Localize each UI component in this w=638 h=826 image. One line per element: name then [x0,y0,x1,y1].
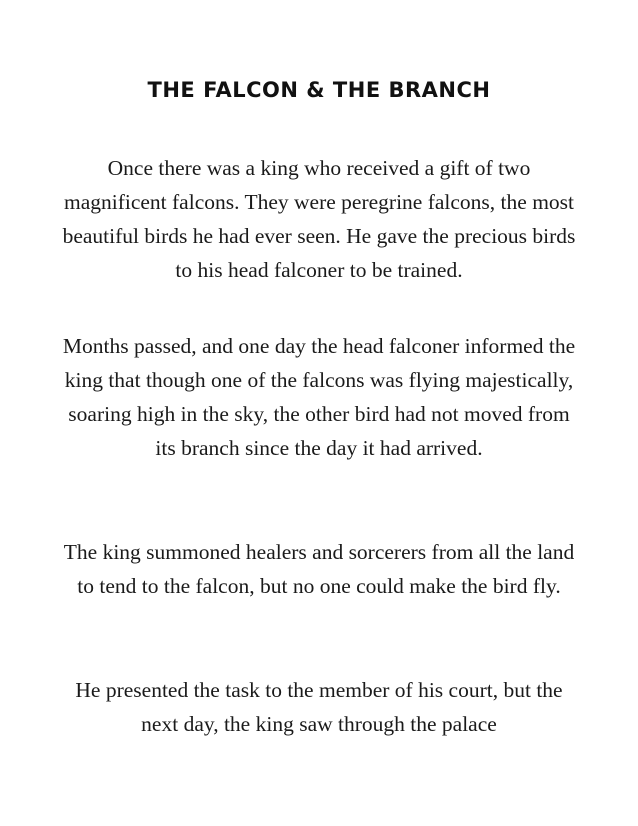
page-title: THE FALCON & THE BRANCH [147,78,491,102]
paragraph-4: He presented the task to the member of his court, but the next day, the king saw through the palace [75,678,563,736]
paragraph-1: Once there was a king who received a gift of two magnificent falcons. They were peregrine falcons, the most beautiful birds he had ever seen. He gave the precious birds to his head falconer to be trained. [62,156,576,282]
paragraph-3: The king summoned healers and sorcerers from all the land to tend to the falcon, but no one could make the bird fly. [63,540,575,598]
paragraph-2: Months passed, and one day the head falconer informed the king that though one of the falcons was flying majestically, soaring high in the sky, the other bird had not moved from its branch since the day it had arrived. [62,334,576,460]
